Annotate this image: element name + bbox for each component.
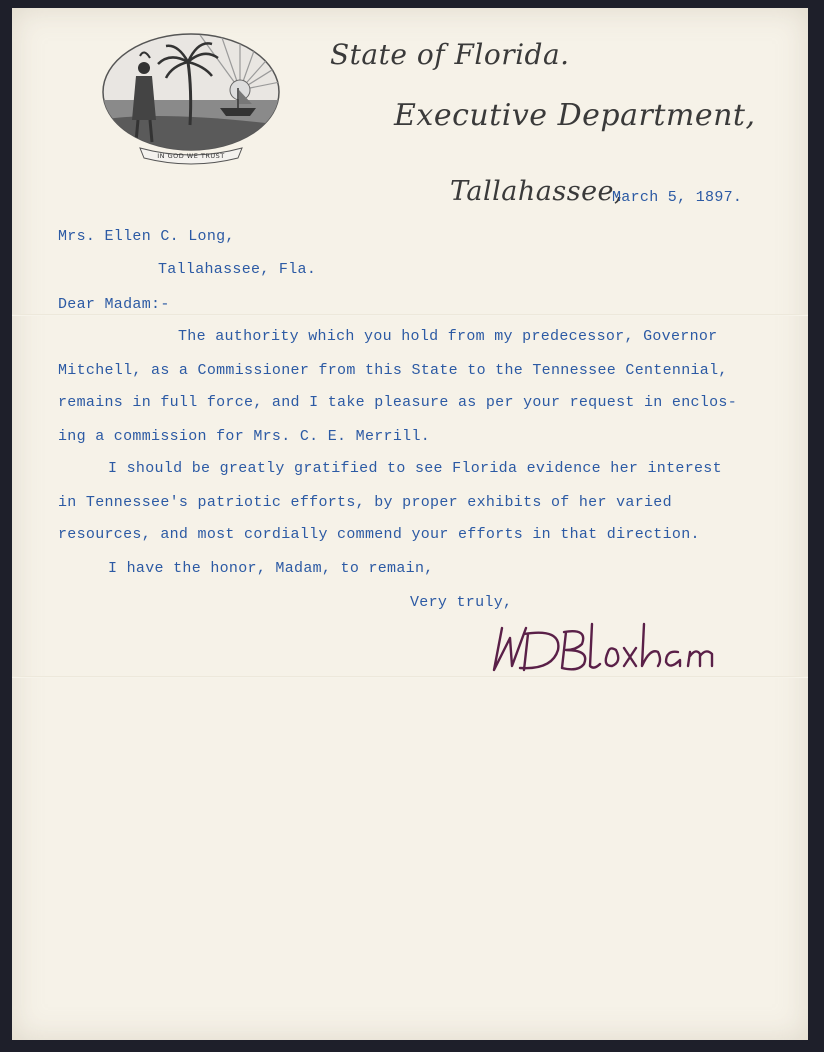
- seal-motto: IN GOD WE TRUST: [157, 152, 225, 160]
- body-line: remains in full force, and I take pleasure as per your request in enclos-: [58, 394, 738, 411]
- body-line: resources, and most cordially commend your efforts in that direction.: [58, 526, 700, 543]
- florida-seal-icon: [100, 30, 282, 170]
- paper-fold: [12, 676, 808, 678]
- letter-page: [12, 8, 808, 1040]
- letter-date: March 5, 1897.: [612, 189, 743, 206]
- recipient-location: Tallahassee, Fla.: [158, 261, 317, 278]
- body-line: Mitchell, as a Commissioner from this State to the Tennessee Centennial,: [58, 362, 728, 379]
- body-line: in Tennessee's patriotic efforts, by proper exhibits of her varied: [58, 494, 672, 511]
- salutation: Dear Madam:-: [58, 296, 170, 313]
- letterhead-city: Tallahassee,: [450, 176, 624, 207]
- signature: [484, 614, 746, 676]
- letterhead-department: Executive Department,: [394, 98, 756, 133]
- body-line: The authority which you hold from my predecessor, Governor: [178, 328, 718, 345]
- letterhead-state: State of Florida.: [330, 38, 570, 71]
- body-line: I have the honor, Madam, to remain,: [108, 560, 434, 577]
- body-line: I should be greatly gratified to see Florida evidence her interest: [108, 460, 722, 477]
- closing: Very truly,: [410, 594, 513, 611]
- recipient-name: Mrs. Ellen C. Long,: [58, 228, 235, 245]
- paper-fold: [12, 314, 808, 316]
- body-line: ing a commission for Mrs. C. E. Merrill.: [58, 428, 431, 445]
